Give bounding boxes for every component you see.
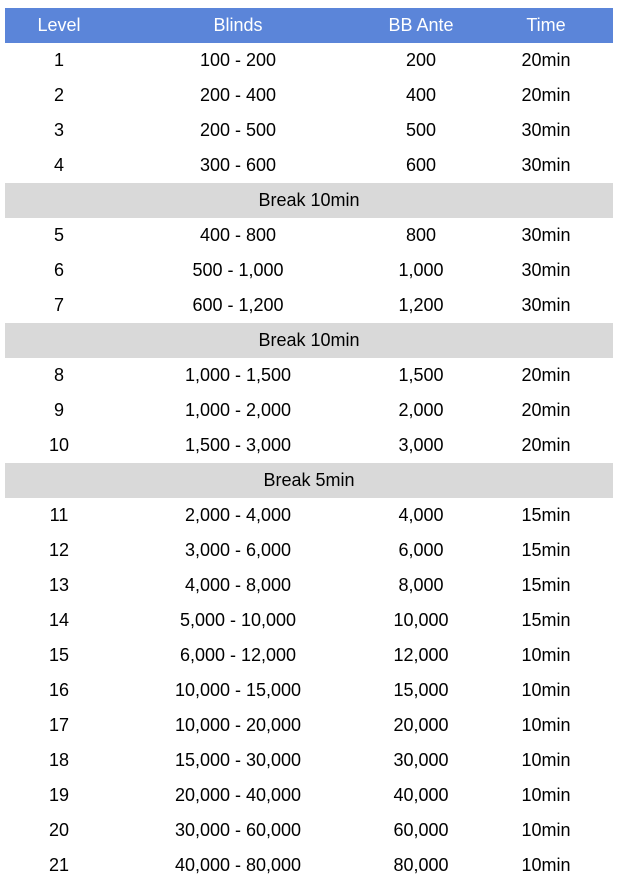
level-cell: 20 — [48, 820, 70, 840]
level-cell: 6 — [53, 260, 64, 280]
level-cell: 12 — [48, 540, 70, 560]
level-cell: 15 — [48, 645, 70, 665]
level-row — [5, 288, 613, 323]
blinds-cell: 400 - 800 — [199, 225, 277, 245]
level-cell: 14 — [48, 610, 70, 630]
level-row — [5, 148, 613, 183]
level-row — [5, 253, 613, 288]
level-row — [5, 743, 613, 778]
level-cell: 5 — [53, 225, 64, 245]
level-row — [5, 778, 613, 813]
bb-ante-cell: 80,000 — [393, 855, 449, 875]
time-cell: 10min — [521, 715, 571, 735]
bb-ante-cell: 600 — [405, 155, 437, 175]
bb-ante-cell: 400 — [405, 85, 437, 105]
level-row — [5, 428, 613, 463]
time-cell: 30min — [521, 155, 571, 175]
time-cell: 10min — [521, 785, 571, 805]
break-label: Break 10min — [5, 183, 613, 218]
blind-structure-table — [5, 8, 613, 883]
level-row — [5, 638, 613, 673]
time-cell: 30min — [521, 225, 571, 245]
level-cell: 11 — [49, 505, 69, 525]
blinds-cell: 600 - 1,200 — [192, 295, 284, 315]
bb-ante-cell: 1,000 — [398, 260, 444, 280]
bb-ante-cell: 8,000 — [398, 575, 444, 595]
bb-ante-cell: 30,000 — [393, 750, 449, 770]
time-cell: 10min — [521, 820, 571, 840]
level-cell: 3 — [53, 120, 64, 140]
level-row — [5, 43, 613, 78]
level-row — [5, 113, 613, 148]
bb-ante-cell: 3,000 — [398, 435, 444, 455]
level-cell: 4 — [53, 155, 64, 175]
level-cell: 18 — [48, 750, 70, 770]
level-cell: 21 — [48, 855, 70, 875]
blinds-cell: 200 - 500 — [199, 120, 277, 140]
level-row — [5, 78, 613, 113]
header-blinds: Blinds — [113, 8, 363, 43]
level-row — [5, 813, 613, 848]
level-row — [5, 673, 613, 708]
level-cell: 13 — [48, 575, 70, 595]
blinds-cell: 10,000 - 15,000 — [174, 680, 302, 700]
time-cell: 15min — [521, 505, 571, 525]
blinds-cell: 30,000 - 60,000 — [174, 820, 302, 840]
header-time: Time — [479, 8, 613, 43]
level-row — [5, 533, 613, 568]
header-bb-ante: BB Ante — [363, 8, 479, 43]
break-row — [5, 183, 613, 218]
time-cell: 20min — [521, 435, 571, 455]
level-cell: 16 — [48, 680, 70, 700]
time-cell: 20min — [521, 50, 571, 70]
level-row — [5, 708, 613, 743]
time-cell: 20min — [521, 400, 571, 420]
bb-ante-cell: 1,500 — [398, 365, 444, 385]
blinds-cell: 300 - 600 — [199, 155, 277, 175]
time-cell: 10min — [521, 750, 571, 770]
bb-ante-cell: 12,000 — [393, 645, 449, 665]
table-body — [5, 43, 613, 883]
bb-ante-cell: 4,000 — [398, 505, 444, 525]
level-cell: 19 — [48, 785, 70, 805]
level-cell: 2 — [53, 85, 64, 105]
blinds-cell: 4,000 - 8,000 — [184, 575, 292, 595]
level-cell: 1 — [53, 50, 64, 70]
break-row — [5, 463, 613, 498]
time-cell: 30min — [521, 260, 571, 280]
break-label: Break 10min — [5, 323, 613, 358]
bb-ante-cell: 20,000 — [393, 715, 449, 735]
level-row — [5, 498, 613, 533]
time-cell: 20min — [521, 85, 571, 105]
bb-ante-cell: 200 — [405, 50, 437, 70]
blind-structure-table-container — [5, 8, 613, 883]
time-cell: 30min — [521, 120, 571, 140]
time-cell: 10min — [521, 680, 571, 700]
blinds-cell: 200 - 400 — [199, 85, 277, 105]
level-cell: 17 — [48, 715, 70, 735]
level-row — [5, 358, 613, 393]
time-cell: 15min — [521, 540, 571, 560]
bb-ante-cell: 6,000 — [398, 540, 444, 560]
time-cell: 10min — [521, 645, 571, 665]
blinds-cell: 100 - 200 — [199, 50, 277, 70]
table-header — [5, 8, 613, 43]
header-row — [5, 8, 613, 43]
level-row — [5, 218, 613, 253]
blinds-cell: 1,000 - 1,500 — [184, 365, 292, 385]
blinds-cell: 3,000 - 6,000 — [184, 540, 292, 560]
time-cell: 10min — [521, 855, 571, 875]
blinds-cell: 1,500 - 3,000 — [184, 435, 292, 455]
time-cell: 15min — [521, 610, 571, 630]
level-row — [5, 848, 613, 883]
blinds-cell: 5,000 - 10,000 — [179, 610, 297, 630]
blinds-cell: 10,000 - 20,000 — [174, 715, 302, 735]
bb-ante-cell: 1,200 — [398, 295, 444, 315]
time-cell: 15min — [521, 575, 571, 595]
bb-ante-cell: 60,000 — [393, 820, 449, 840]
bb-ante-cell: 40,000 — [393, 785, 449, 805]
level-cell: 9 — [53, 400, 64, 420]
time-cell: 30min — [521, 295, 571, 315]
blinds-cell: 40,000 - 80,000 — [174, 855, 302, 875]
level-cell: 10 — [48, 435, 70, 455]
level-row — [5, 393, 613, 428]
time-cell: 20min — [521, 365, 571, 385]
level-row — [5, 568, 613, 603]
blinds-cell: 500 - 1,000 — [192, 260, 284, 280]
bb-ante-cell: 800 — [405, 225, 437, 245]
blinds-cell: 2,000 - 4,000 — [184, 505, 292, 525]
bb-ante-cell: 10,000 — [393, 610, 449, 630]
blinds-cell: 6,000 - 12,000 — [179, 645, 297, 665]
break-row — [5, 323, 613, 358]
bb-ante-cell: 500 — [405, 120, 437, 140]
bb-ante-cell: 15,000 — [393, 680, 449, 700]
level-cell: 7 — [53, 295, 64, 315]
bb-ante-cell: 2,000 — [398, 400, 444, 420]
blinds-cell: 1,000 - 2,000 — [184, 400, 292, 420]
blinds-cell: 15,000 - 30,000 — [174, 750, 302, 770]
blinds-cell: 20,000 - 40,000 — [174, 785, 302, 805]
header-level: Level — [5, 8, 113, 43]
level-cell: 8 — [53, 365, 64, 385]
level-row — [5, 603, 613, 638]
break-label: Break 5min — [5, 463, 613, 498]
